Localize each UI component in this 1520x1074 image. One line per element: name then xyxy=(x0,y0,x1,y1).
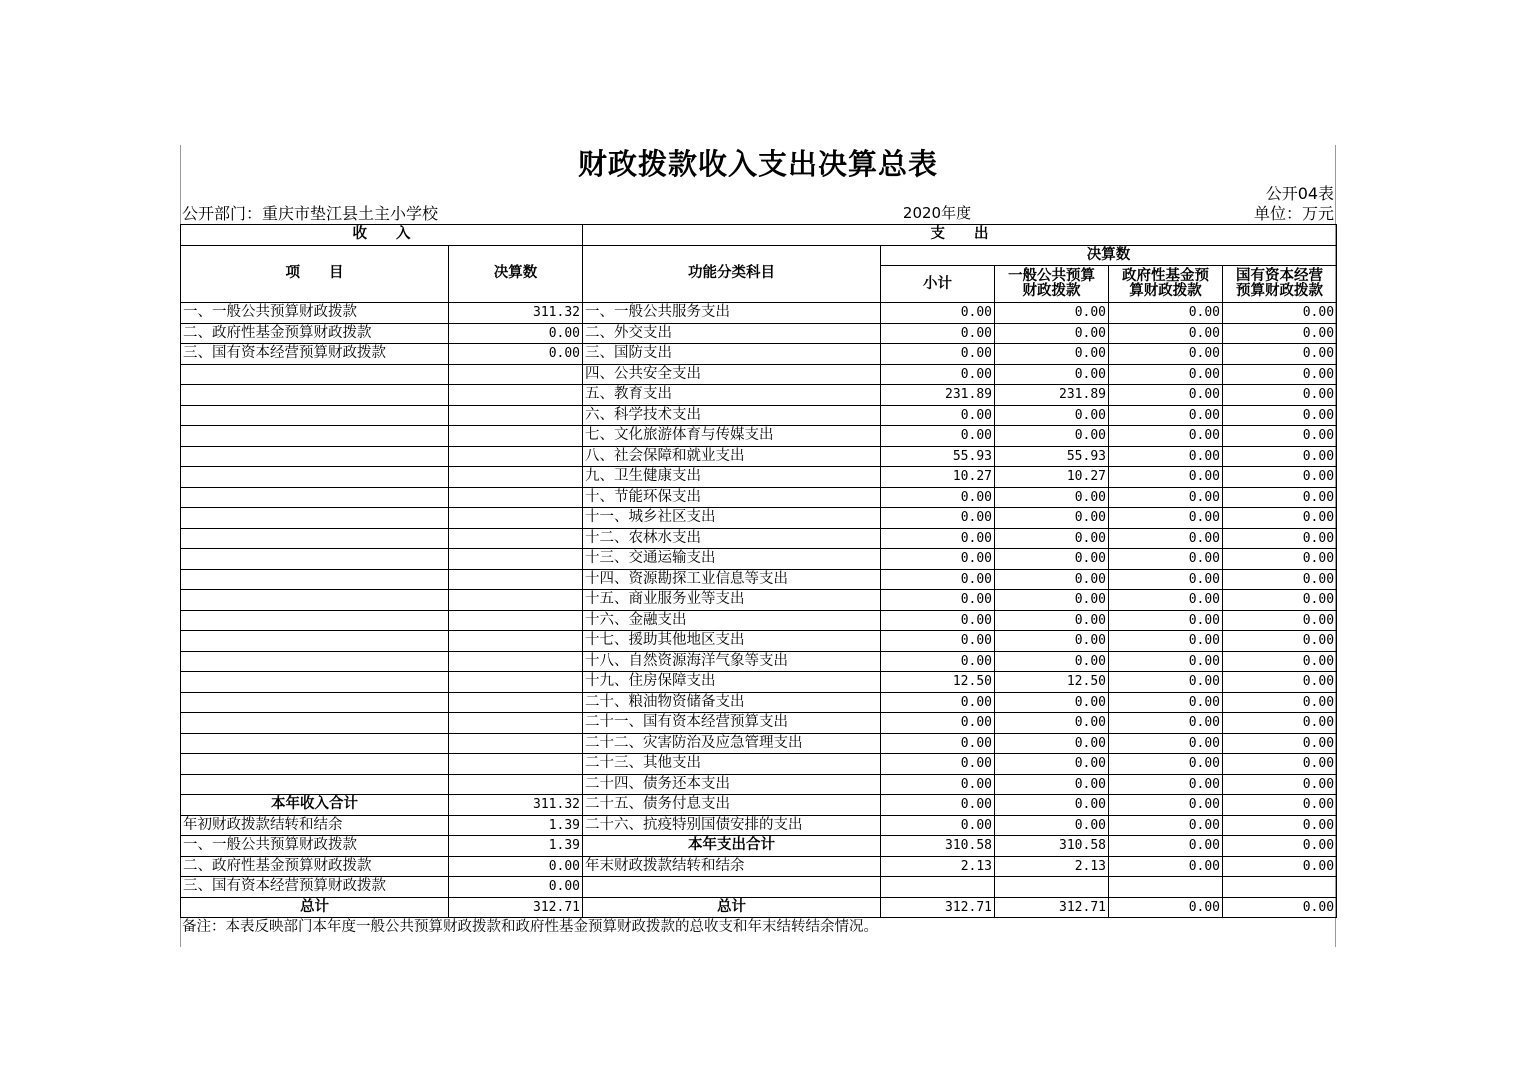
income-amount-cell xyxy=(449,610,583,631)
table-row xyxy=(181,774,1337,795)
income-amount-cell xyxy=(449,733,583,754)
income-amount-cell xyxy=(449,385,583,406)
general-budget-cell: 0.00 xyxy=(995,344,1109,365)
expense-item-cell: 二十、粮油物资储备支出 xyxy=(583,692,881,713)
fund-budget-cell: 0.00 xyxy=(1109,467,1223,488)
expense-item-cell: 十九、住房保障支出 xyxy=(583,672,881,693)
subtotal-cell: 0.00 xyxy=(881,610,995,631)
general-budget-cell: 12.50 xyxy=(995,672,1109,693)
income-item-cell: 三、国有资本经营预算财政拨款 xyxy=(181,344,449,365)
income-amount-cell xyxy=(449,754,583,775)
expense-item-cell: 一、一般公共服务支出 xyxy=(583,303,881,324)
subtotal-cell: 231.89 xyxy=(881,385,995,406)
soe-budget-cell: 0.00 xyxy=(1223,733,1337,754)
subtotal-cell: 310.58 xyxy=(881,836,995,857)
table-row xyxy=(181,364,1337,385)
income-item-cell xyxy=(181,385,449,406)
general-budget-header: 一般公共预算 财政拨款 xyxy=(995,266,1109,303)
income-item-cell: 本年收入合计 xyxy=(181,795,449,816)
expense-item-cell: 总计 xyxy=(583,897,881,918)
subtotal-cell: 55.93 xyxy=(881,446,995,467)
expense-item-cell: 六、科学技术支出 xyxy=(583,405,881,426)
income-item-cell xyxy=(181,754,449,775)
subtotal-cell: 0.00 xyxy=(881,774,995,795)
page-title: 财政拨款收入支出决算总表 xyxy=(577,147,938,181)
soe-budget-cell: 0.00 xyxy=(1223,323,1337,344)
fund-budget-cell: 0.00 xyxy=(1109,897,1223,918)
fund-budget-cell: 0.00 xyxy=(1109,692,1223,713)
soe-budget-cell: 0.00 xyxy=(1223,815,1337,836)
table-row xyxy=(181,733,1337,754)
expense-item-cell: 十一、城乡社区支出 xyxy=(583,508,881,529)
soe-budget-cell: 0.00 xyxy=(1223,426,1337,447)
income-item-cell xyxy=(181,364,449,385)
fund-budget-cell: 0.00 xyxy=(1109,303,1223,324)
general-budget-cell: 0.00 xyxy=(995,692,1109,713)
table-row xyxy=(181,385,1337,406)
subtotal-cell: 0.00 xyxy=(881,549,995,570)
income-item-cell xyxy=(181,713,449,734)
subtotal-cell: 0.00 xyxy=(881,487,995,508)
income-amount-cell xyxy=(449,426,583,447)
expense-item-cell: 十八、自然资源海洋气象等支出 xyxy=(583,651,881,672)
expense-item-cell xyxy=(583,877,881,898)
table-row xyxy=(181,508,1337,529)
soe-budget-cell: 0.00 xyxy=(1223,692,1337,713)
soe-budget-cell: 0.00 xyxy=(1223,405,1337,426)
fund-budget-cell: 0.00 xyxy=(1109,549,1223,570)
expense-item-cell: 四、公共安全支出 xyxy=(583,364,881,385)
expense-item-cell: 十二、农林水支出 xyxy=(583,528,881,549)
soe-budget-cell xyxy=(1223,877,1337,898)
form-code: 公开04表 xyxy=(1265,183,1335,203)
income-amount-cell: 1.39 xyxy=(449,836,583,857)
expense-item-cell: 十四、资源勘探工业信息等支出 xyxy=(583,569,881,590)
subtotal-cell: 0.00 xyxy=(881,303,995,324)
income-item-cell xyxy=(181,426,449,447)
expense-item-cell: 年末财政拨款结转和结余 xyxy=(583,856,881,877)
income-item-cell: 三、国有资本经营预算财政拨款 xyxy=(181,877,449,898)
expense-item-cell: 本年支出合计 xyxy=(583,836,881,857)
expense-item-cell: 七、文化旅游体育与传媒支出 xyxy=(583,426,881,447)
general-budget-cell: 2.13 xyxy=(995,856,1109,877)
soe-budget-cell: 0.00 xyxy=(1223,549,1337,570)
income-amount-cell: 312.71 xyxy=(449,897,583,918)
income-item-cell xyxy=(181,590,449,611)
income-item-cell xyxy=(181,610,449,631)
fund-budget-cell: 0.00 xyxy=(1109,836,1223,857)
expense-item-cell: 十六、金融支出 xyxy=(583,610,881,631)
subtotal-cell: 0.00 xyxy=(881,405,995,426)
income-amount-cell xyxy=(449,672,583,693)
fund-budget-cell: 0.00 xyxy=(1109,508,1223,529)
soe-budget-cell: 0.00 xyxy=(1223,774,1337,795)
income-amount-cell xyxy=(449,528,583,549)
fund-budget-cell: 0.00 xyxy=(1109,426,1223,447)
subtotal-header: 小计 xyxy=(881,266,995,303)
income-item-cell xyxy=(181,569,449,590)
soe-budget-cell: 0.00 xyxy=(1223,713,1337,734)
table-row xyxy=(181,344,1337,365)
expense-item-cell: 十三、交通运输支出 xyxy=(583,549,881,570)
amount-header: 决算数 xyxy=(449,245,583,303)
subtotal-cell: 0.00 xyxy=(881,651,995,672)
soe-budget-cell: 0.00 xyxy=(1223,795,1337,816)
expense-item-cell: 八、社会保障和就业支出 xyxy=(583,446,881,467)
general-budget-cell: 0.00 xyxy=(995,713,1109,734)
soe-budget-header: 国有资本经营 预算财政拨款 xyxy=(1223,266,1337,303)
table-row xyxy=(181,856,1337,877)
expense-item-cell: 二十六、抗疫特别国债安排的支出 xyxy=(583,815,881,836)
subtotal-cell: 0.00 xyxy=(881,426,995,447)
income-item-cell xyxy=(181,631,449,652)
income-amount-cell: 1.39 xyxy=(449,815,583,836)
income-amount-cell xyxy=(449,569,583,590)
fund-budget-cell: 0.00 xyxy=(1109,446,1223,467)
income-amount-cell xyxy=(449,713,583,734)
subtotal-cell: 0.00 xyxy=(881,733,995,754)
general-budget-cell: 0.00 xyxy=(995,610,1109,631)
income-item-cell xyxy=(181,446,449,467)
income-amount-cell: 311.32 xyxy=(449,303,583,324)
general-budget-cell: 0.00 xyxy=(995,733,1109,754)
expense-item-cell: 九、卫生健康支出 xyxy=(583,467,881,488)
soe-budget-cell: 0.00 xyxy=(1223,446,1337,467)
fund-budget-cell: 0.00 xyxy=(1109,528,1223,549)
table-row xyxy=(181,692,1337,713)
soe-budget-cell: 0.00 xyxy=(1223,528,1337,549)
income-item-cell xyxy=(181,467,449,488)
subtotal-cell: 10.27 xyxy=(881,467,995,488)
fund-budget-cell: 0.00 xyxy=(1109,364,1223,385)
expense-header: 支 出 xyxy=(583,225,1337,246)
income-item-cell xyxy=(181,549,449,570)
meta-header xyxy=(180,183,1336,223)
table-row xyxy=(181,303,1337,324)
item-header: 项 目 xyxy=(181,245,449,303)
table-row xyxy=(181,426,1337,447)
income-item-cell xyxy=(181,405,449,426)
soe-budget-cell: 0.00 xyxy=(1223,344,1337,365)
general-budget-cell: 0.00 xyxy=(995,303,1109,324)
func-header: 功能分类科目 xyxy=(583,245,881,303)
fund-budget-cell: 0.00 xyxy=(1109,733,1223,754)
subtotal-cell: 0.00 xyxy=(881,631,995,652)
fund-budget-cell: 0.00 xyxy=(1109,672,1223,693)
income-item-cell xyxy=(181,651,449,672)
fund-budget-cell: 0.00 xyxy=(1109,487,1223,508)
fund-budget-cell: 0.00 xyxy=(1109,385,1223,406)
fund-budget-cell: 0.00 xyxy=(1109,631,1223,652)
fund-budget-header: 政府性基金预 算财政拨款 xyxy=(1109,266,1223,303)
income-item-cell xyxy=(181,733,449,754)
fund-budget-cell: 0.00 xyxy=(1109,713,1223,734)
general-budget-cell: 0.00 xyxy=(995,426,1109,447)
general-budget-cell: 10.27 xyxy=(995,467,1109,488)
fund-budget-cell: 0.00 xyxy=(1109,754,1223,775)
table-row xyxy=(181,610,1337,631)
subtotal-cell: 0.00 xyxy=(881,713,995,734)
general-budget-cell: 0.00 xyxy=(995,590,1109,611)
general-budget-cell: 0.00 xyxy=(995,651,1109,672)
subtotal-cell: 0.00 xyxy=(881,590,995,611)
income-amount-cell: 0.00 xyxy=(449,323,583,344)
expense-item-cell: 二十二、灾害防治及应急管理支出 xyxy=(583,733,881,754)
soe-budget-cell: 0.00 xyxy=(1223,303,1337,324)
income-item-cell xyxy=(181,487,449,508)
income-item-cell: 总计 xyxy=(181,897,449,918)
table-row xyxy=(181,713,1337,734)
expense-item-cell: 二十三、其他支出 xyxy=(583,754,881,775)
expense-item-cell: 三、国防支出 xyxy=(583,344,881,365)
subtotal-cell: 0.00 xyxy=(881,364,995,385)
fund-budget-cell: 0.00 xyxy=(1109,405,1223,426)
general-budget-cell: 231.89 xyxy=(995,385,1109,406)
table-row xyxy=(181,815,1337,836)
soe-budget-cell: 0.00 xyxy=(1223,487,1337,508)
soe-budget-cell: 0.00 xyxy=(1223,856,1337,877)
income-amount-cell: 0.00 xyxy=(449,344,583,365)
soe-budget-cell: 0.00 xyxy=(1223,385,1337,406)
income-amount-cell xyxy=(449,405,583,426)
income-amount-cell xyxy=(449,631,583,652)
general-budget-cell: 0.00 xyxy=(995,364,1109,385)
soe-budget-cell: 0.00 xyxy=(1223,508,1337,529)
table-row xyxy=(181,446,1337,467)
note-table xyxy=(180,918,1336,938)
general-budget-cell: 310.58 xyxy=(995,836,1109,857)
table-row xyxy=(181,487,1337,508)
income-amount-cell: 0.00 xyxy=(449,877,583,898)
general-budget-cell: 0.00 xyxy=(995,815,1109,836)
soe-budget-cell: 0.00 xyxy=(1223,836,1337,857)
general-budget-cell: 0.00 xyxy=(995,774,1109,795)
soe-budget-cell: 0.00 xyxy=(1223,364,1337,385)
unit-label: 单位：万元 xyxy=(1254,203,1335,223)
expense-item-cell: 十、节能环保支出 xyxy=(583,487,881,508)
table-row xyxy=(181,836,1337,857)
general-budget-cell: 0.00 xyxy=(995,549,1109,570)
report-table-wrapper xyxy=(180,224,1336,938)
table-row xyxy=(181,877,1337,898)
subtotal-cell: 0.00 xyxy=(881,754,995,775)
fund-budget-cell xyxy=(1109,877,1223,898)
income-header: 收 入 xyxy=(181,225,583,246)
fund-budget-cell: 0.00 xyxy=(1109,344,1223,365)
expense-item-cell: 十五、商业服务业等支出 xyxy=(583,590,881,611)
subtotal-cell: 0.00 xyxy=(881,692,995,713)
income-amount-cell xyxy=(449,651,583,672)
subtotal-cell: 12.50 xyxy=(881,672,995,693)
soe-budget-cell: 0.00 xyxy=(1223,569,1337,590)
table-row xyxy=(181,528,1337,549)
income-amount-cell: 311.32 xyxy=(449,795,583,816)
general-budget-cell: 312.71 xyxy=(995,897,1109,918)
income-item-cell xyxy=(181,528,449,549)
general-budget-cell xyxy=(995,877,1109,898)
income-amount-cell xyxy=(449,467,583,488)
soe-budget-cell: 0.00 xyxy=(1223,897,1337,918)
fund-budget-cell: 0.00 xyxy=(1109,774,1223,795)
soe-budget-cell: 0.00 xyxy=(1223,610,1337,631)
soe-budget-cell: 0.00 xyxy=(1223,631,1337,652)
fund-budget-cell: 0.00 xyxy=(1109,569,1223,590)
income-amount-cell xyxy=(449,692,583,713)
income-amount-cell xyxy=(449,590,583,611)
income-item-cell: 二、政府性基金预算财政拨款 xyxy=(181,323,449,344)
fund-budget-cell: 0.00 xyxy=(1109,856,1223,877)
fiscal-year: 2020年度 xyxy=(902,203,972,222)
soe-budget-cell: 0.00 xyxy=(1223,590,1337,611)
table-row xyxy=(181,631,1337,652)
table-row xyxy=(181,323,1337,344)
subtotal-cell: 2.13 xyxy=(881,856,995,877)
soe-budget-cell: 0.00 xyxy=(1223,651,1337,672)
fund-budget-cell: 0.00 xyxy=(1109,815,1223,836)
soe-budget-cell: 0.00 xyxy=(1223,754,1337,775)
subtotal-cell: 0.00 xyxy=(881,569,995,590)
income-item-cell: 年初财政拨款结转和结余 xyxy=(181,815,449,836)
department-label: 公开部门：重庆市垫江县土主小学校 xyxy=(182,203,439,223)
subtotal-cell: 0.00 xyxy=(881,815,995,836)
subtotal-cell: 0.00 xyxy=(881,508,995,529)
income-item-cell: 一、一般公共预算财政拨款 xyxy=(181,836,449,857)
fund-budget-cell: 0.00 xyxy=(1109,651,1223,672)
fund-budget-cell: 0.00 xyxy=(1109,795,1223,816)
general-budget-cell: 0.00 xyxy=(995,405,1109,426)
report-table xyxy=(180,224,1337,918)
expense-item-cell: 十七、援助其他地区支出 xyxy=(583,631,881,652)
subtotal-cell: 0.00 xyxy=(881,795,995,816)
expense-item-cell: 二十五、债务付息支出 xyxy=(583,795,881,816)
income-item-cell: 二、政府性基金预算财政拨款 xyxy=(181,856,449,877)
subtotal-cell xyxy=(881,877,995,898)
income-item-cell xyxy=(181,692,449,713)
subtotal-cell: 312.71 xyxy=(881,897,995,918)
footnote: 备注：本表反映部门本年度一般公共预算财政拨款和政府性基金预算财政拨款的总收支和年末结转结余情况。 xyxy=(182,919,878,936)
general-budget-cell: 0.00 xyxy=(995,487,1109,508)
fund-budget-cell: 0.00 xyxy=(1109,323,1223,344)
expense-item-cell: 五、教育支出 xyxy=(583,385,881,406)
income-item-cell: 一、一般公共预算财政拨款 xyxy=(181,303,449,324)
table-row xyxy=(181,549,1337,570)
income-amount-cell xyxy=(449,487,583,508)
expense-item-cell: 二、外交支出 xyxy=(583,323,881,344)
table-row xyxy=(181,651,1337,672)
income-amount-cell xyxy=(449,364,583,385)
general-budget-cell: 0.00 xyxy=(995,569,1109,590)
subtotal-cell: 0.00 xyxy=(881,344,995,365)
general-budget-cell: 0.00 xyxy=(995,631,1109,652)
subtotal-cell: 0.00 xyxy=(881,323,995,344)
table-row xyxy=(181,795,1337,816)
general-budget-cell: 0.00 xyxy=(995,508,1109,529)
general-budget-cell: 0.00 xyxy=(995,528,1109,549)
general-budget-cell: 0.00 xyxy=(995,754,1109,775)
final-header: 决算数 xyxy=(881,245,1337,266)
subtotal-cell: 0.00 xyxy=(881,528,995,549)
income-amount-cell: 0.00 xyxy=(449,856,583,877)
soe-budget-cell: 0.00 xyxy=(1223,467,1337,488)
general-budget-cell: 0.00 xyxy=(995,795,1109,816)
table-row xyxy=(181,897,1337,918)
table-row xyxy=(181,467,1337,488)
table-row xyxy=(181,569,1337,590)
income-item-cell xyxy=(181,508,449,529)
income-amount-cell xyxy=(449,549,583,570)
fund-budget-cell: 0.00 xyxy=(1109,610,1223,631)
expense-item-cell: 二十一、国有资本经营预算支出 xyxy=(583,713,881,734)
general-budget-cell: 0.00 xyxy=(995,323,1109,344)
table-row xyxy=(181,754,1337,775)
soe-budget-cell: 0.00 xyxy=(1223,672,1337,693)
income-item-cell xyxy=(181,672,449,693)
income-amount-cell xyxy=(449,508,583,529)
income-amount-cell xyxy=(449,446,583,467)
table-row xyxy=(181,672,1337,693)
table-row xyxy=(181,590,1337,611)
expense-item-cell: 二十四、债务还本支出 xyxy=(583,774,881,795)
table-row xyxy=(181,405,1337,426)
income-amount-cell xyxy=(449,774,583,795)
income-item-cell xyxy=(181,774,449,795)
fund-budget-cell: 0.00 xyxy=(1109,590,1223,611)
general-budget-cell: 55.93 xyxy=(995,446,1109,467)
